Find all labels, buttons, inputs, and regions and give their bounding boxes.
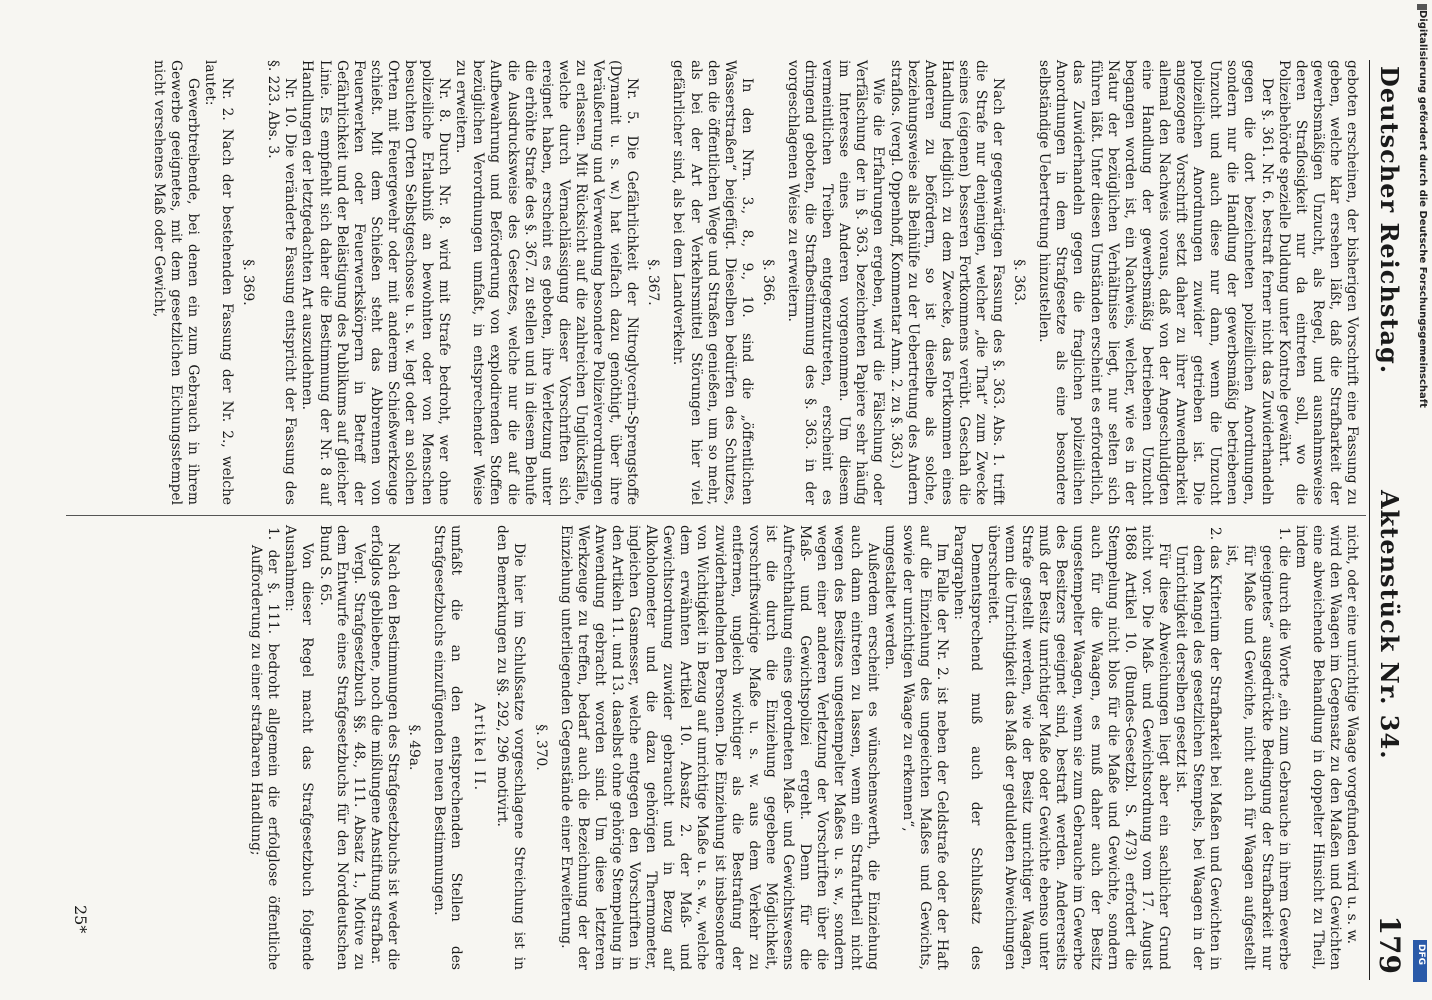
list-item: 1. der §. 111. bedroht allgemein die erfolglose öffentliche Aufforderung zu einer strafbaren Handlung; — [248, 527, 282, 970]
left-column — [150, 60, 1360, 505]
list-item: 2. das Kriterium der Strafbarkeit bei Maßen und Gewichten in dem Mangel des gesetzlichen Stempels, bei Waagen in der Unrichtigkeit derselben gesetzt ist. — [1173, 527, 1224, 970]
rotated-document-page — [50, 60, 1410, 980]
dfg-logo-badge — [1413, 940, 1427, 982]
section-heading: §. 370. — [532, 724, 549, 771]
dfg-logo-text: DFG — [1416, 944, 1426, 966]
paragraph: Nach der gegenwärtigen Fassung des §. 363. Abs. 1. trifft die Strafe nur denjenigen, welcher „die That“ zum Zwecke seines (eigenen) besseren Fortkommens verübt. Geschah die Handlung lediglich zu dem Zwecke, das Fortkommen eines Anderen zu befördern, so ist dieselbe als solche, beziehungsweise als Beihülfe zu der Uebertretung des Andern straflos. (vergl. Oppenhoff, Kommentar Anm. 2. zu §. 363.) — [887, 60, 1007, 505]
page-number: 179 — [1373, 915, 1406, 974]
credit-text: Digitalisierung gefördert durch die Deutsche Forschungsgemeinschaft — [1417, 10, 1428, 408]
paragraph: Für diese Abweichungen liegt aber ein sachlicher Grund nicht vor. Die Maß- und Gewichtsordnung vom 17. August 1868 Artikel 10. (Bundes-Gesetzbl. S. 473) erfordert die Stempelung nicht blos für die Maße und Gewichte, sondern auch für die Waagen, es muß daher auch der Besitz ungestempelter Waagen, wenn sie zum Gebrauche im Gewerbe des Besitzers geeignet sind, bestraft werden. Andererseits muß der Besitz unrichtiger Maße oder Gewichte ebenso unter Strafe gestellt werden, wie der Besitz unrichtiger Waagen, wenn die Unrichtigkeit das Maß der geduldeten Abweichungen überschreitet. — [985, 525, 1172, 970]
paragraph: Der §. 361. Nr. 6. bestraft ferner nicht das Zuwiderhandeln gegen die dort bezeichneten polizeilichen Anordnungen, sondern nur die Handlung der gewerbsmäßig betriebenen Unzucht und auch diese nur dann, wenn die Unzucht polizeilichen Anordnungen zuwider getrieben ist. Die angezogene Vorschrift setzt daher zu ihrer Anwendbarkeit allemal den Nachweis voraus, daß von der Angeschuldigten eine Handlung der gewerbsmäßig betriebenen Unzucht begangen worden ist, ein Nachweis, welcher, wie es in der Natur der bezüglichen Verhältnisse liegt, nur selten sich führen läßt. Unter diesen Umständen erscheint es erforderlich, das Zuwiderhandeln gegen die fraglichen polizeilichen Anordnungen in dem Strafgesetze als eine besondere selbständige Uebertretung hinzustellen. — [1036, 60, 1275, 505]
paragraph: wird den Waagen im Gegensatz zu den Maßen und Gewichten eine abweichende Behandlung in doppelter Hinsicht zu Theil, indem — [1292, 525, 1343, 970]
quoted-paragraph: Im Falle der Nr. 2. ist neben der Geldstrafe oder der Haft auf die Einziehung des ungeeichten Maßes und Gewichts, sowie der unrichtigen Waage zu erkennen“, — [899, 525, 950, 970]
paragraph: Nr. 2. Nach der bestehenden Fassung der Nr. 2., welche lautet: — [202, 60, 236, 505]
paragraph: Nr. 8. Durch Nr. 8. wird mit Strafe bedroht, wer ohne polizeiliche Erlaubniß an bewohnten oder von Menschen besuchten Orten Selbstgeschosse u. s. w. legt oder an solchen Orten mit Feuergewehr oder mit anderem Schießwerkzeuge schießt. Mit dem Schießen steht das Abbrennen von Feuerwerken oder Feuerwerkskörpern in Betreff der Gefährlichkeit und der Belästigung des Publikums auf gleicher Linie. Es empfiehlt sich daher die Bestimmung der Nr. 8 auf Handlungen der letztgedachten Art auszudehnen. — [299, 60, 453, 505]
paragraph: umfaßt die an den entsprechenden Stellen des Strafgesetzbuchs einzufügenden neuen Bestimmungen. — [431, 525, 465, 970]
section-heading: §. 363. — [1011, 259, 1028, 306]
page-header — [1369, 60, 1410, 980]
quoted-paragraph: Gewerbtreibende, bei denen ein zum Gebrauch in ihrem Gewerbe geeignetes, mit dem gesetzlichen Eichungsstempel nicht versehenes Maß oder Gewicht, — [150, 60, 201, 505]
paragraph: Dementsprechend muß auch der Schlußsatz des Paragraphen: — [950, 525, 984, 970]
section-heading: §. 367. — [645, 259, 662, 306]
section-heading: §. 369. — [240, 259, 257, 306]
paragraph: Außerdem erscheint es wünschenswerth, die Einziehung auch dann eintreten zu lassen, wenn ein Strafurtheil nicht wegen des Besitzes ungestempelter Maßes u. s. w., sondern wegen einer anderen Verletzung der Vorschriften über die Maß- und Gewichtspolizei ergeht. Denn für die Aufrechthaltung eines geordneten Maß- und Gewichtswesens ist die durch die Einziehung gegebene Möglichkeit, vorschriftswidrige Maße u. s. w. aus dem Verkehr zu entfernen, ungleich wichtiger als die Bestrafung der zuwiderhandelnden Personen. Die Einziehung ist insbesondere von Wichtigkeit in Bezug auf unrichtige Maße u. s. w., welche dem erwähnten Artikel 10. Absatz 2. der Maß- und Gewichtsordnung zuwider gebraucht und in Bezug auf Alkoholometer und die dazu gehörigen Thermometer, ingleichen Gasmesser, welche entgegen den Vorschriften in den Artikeln 11. und 13. daselbst ohne gehörige Stempelung in Anwendung gebracht worden sind. Um diese letzteren Werkzeuge zu treffen, bedarf auch die Bezeichnung der der Einziehung unterliegenden Gegenstände einer Erweiterung. — [557, 525, 882, 970]
paragraph: Nr. 5. Die Gefährlichkeit der Nitroglycerin-Sprengstoffe (Dynamit u. s. w.) hat vielfach dazu genöthigt, über ihre Veräußerung und Verwendung besondere Polizeiverordnungen zu erlassen. Mit Rücksicht auf die zahlreichen Unglücksfälle, welche durch Vernachlässigung dieser Vorschriften sich ereignet haben, erscheint es geboten, ihre Verletzung unter die erhöhte Strafe des §. 367. zu stellen und in diesem Behufe die Ausdrucksweise des Gesetzes, welche nur die auf die Aufbewahrung und Beförderung von explodirenden Stoffen bezüglichen Verordnungen umfaßt, in entsprechender Weise zu erweitern. — [453, 60, 641, 505]
column-divider — [66, 515, 1366, 516]
paragraph: In den Nrn. 3., 8., 9., 10. sind die „öffentlichen Wasserstraßen“ beigefügt. Dieselben bedürfen des Schutzes, den die öffentlichen Wege und Straßen genießen, um so mehr, als bei der Art der Verkehrsmittel Störungen hier viel gefährlicher sind, als bei dem Landverkehr. — [670, 60, 755, 505]
paragraph: Nach den Bestimmungen des Strafgesetzbuchs ist weder die erfolglos gebliebene, noch die mißlungene Anstiftung strafbar. — [367, 525, 401, 970]
header-title: Deutscher Reichstag. — [1375, 66, 1404, 375]
digitization-credit — [1412, 10, 1430, 990]
paragraph: umgestaltet werden. — [882, 525, 899, 670]
paragraph: geboten erscheinen, der bisherigen Vorschrift eine Fassung zu geben, welche klar ersehen läßt, daß die Strafbarkeit der gewerbsmäßigen Unzucht, als Regel, und ausnahmsweise deren Straflosigkeit nur da eintreten soll, wo die Polizeibehörde spezielle Duldung unter Kontrole gewährt. — [1275, 60, 1360, 505]
quoted-paragraph: nicht, oder eine unrichtige Waage vorgefunden wird u. s. w. — [1344, 525, 1360, 945]
paragraph: Von dieser Regel macht das Strafgesetzbuch folgende Ausnahmen: — [282, 525, 316, 970]
section-heading: §. 49a. — [406, 724, 423, 771]
section-heading: §. 366. — [759, 259, 776, 306]
paragraph: Wie die Erfahrungen ergeben, wird die Fälschung oder Verfälschung der in §. 363. bezeichneten Papiere sehr häufig im Interesse eines Anderen vorgenommen. Um diesem vermeintlichen Treiben entgegenzutreten, erscheint es dringend geboten, die Strafbestimmung des §. 363. in der vorgeschlagenen Weise zu erweitern. — [785, 60, 887, 505]
article-heading: Artikel II. — [471, 702, 488, 793]
signature-mark: 25* — [71, 905, 90, 934]
paragraph: Nr. 10. Die veränderte Fassung entspricht der Fassung des §. 223. Abs. 3. — [265, 60, 299, 505]
list-item: 1. die durch die Worte „ein zum Gebrauche in ihrem Gewerbe geeignetes“ ausgedrückte Bedingung der Strafbarkeit nur für Maße und Gewichte, nicht auch für Waagen aufgestellt ist, — [1224, 527, 1292, 970]
header-document-number: Aktenstück Nr. 34. — [1375, 490, 1404, 760]
paragraph: Die hier im Schlußsatze vorgeschlagene Streichung ist in den Bemerkungen zu §§. 292, 296 motivirt. — [494, 525, 528, 970]
right-column — [247, 525, 1360, 970]
paragraph: Vergl. Strafgesetzbuch §§. 48., 111. Absatz 1., Motive zu dem Entwurfe eines Strafgesetzbuchs für den Norddeutschen Bund S. 65. — [316, 525, 367, 970]
